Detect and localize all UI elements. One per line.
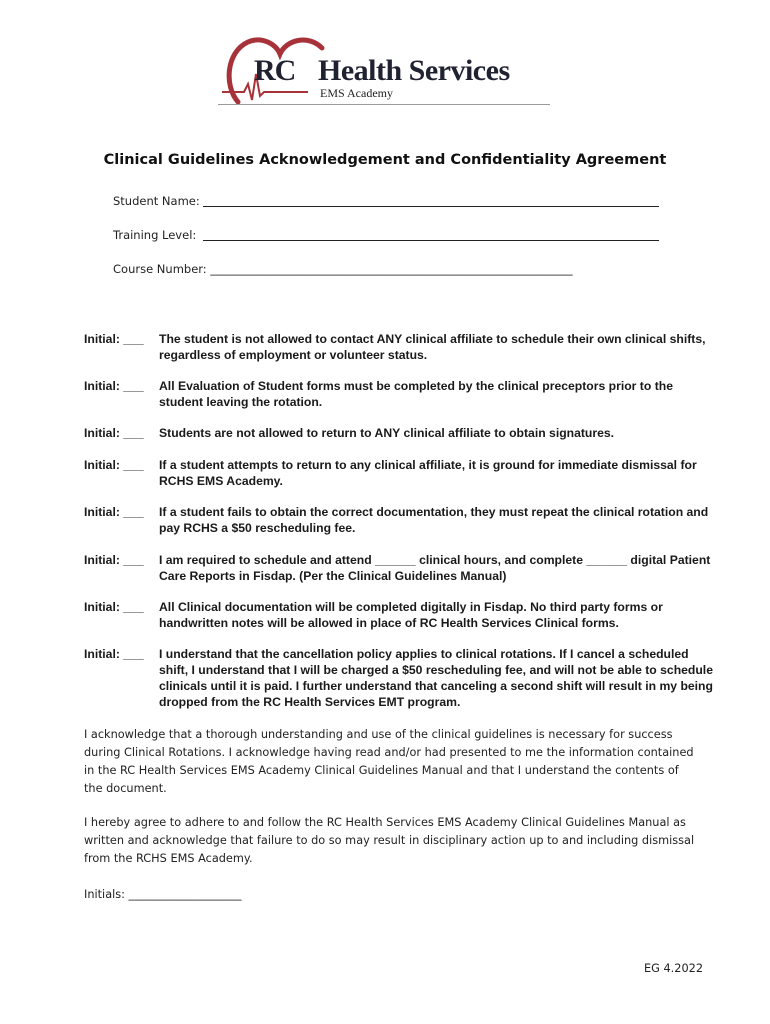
logo-divider <box>218 104 550 105</box>
student-name-field[interactable] <box>113 194 200 208</box>
course-number-field[interactable] <box>113 262 573 276</box>
initial-blank[interactable]: Initial: ___ <box>84 553 144 567</box>
initial-item-text: The student is not allowed to contact ANY clinical affiliate to schedule their own clinical shifts, regardless of employment or volunteer status. <box>159 332 706 362</box>
initial-blank[interactable]: Initial: ___ <box>84 379 144 393</box>
initial-item-text: Students are not allowed to return to ANY clinical affiliate to obtain signatures. <box>159 426 615 440</box>
logo-rc-text: RC <box>254 54 296 87</box>
initial-blank[interactable]: Initial: ___ <box>84 647 144 661</box>
initial-blank[interactable]: Initial: ___ <box>84 426 144 440</box>
course-number-label: Course Number: _______________________________________________________________ <box>113 262 573 276</box>
student-name-label: Student Name: <box>113 194 200 208</box>
initials-signature-line[interactable]: Initials: ____________________ <box>84 888 242 901</box>
training-level-label: Training Level: <box>113 228 197 242</box>
agreement-paragraph: I hereby agree to adhere to and follow the RC Health Services EMS Academy Clinical Guidelines Manual as written and acknowledge that failure to do so may result in disciplinary action up to and including dismissal from the RCHS EMS Academy. <box>84 816 695 865</box>
initial-blank[interactable]: Initial: ___ <box>84 332 144 346</box>
initial-blank[interactable]: Initial: ___ <box>84 600 144 614</box>
initial-item-text: I understand that the cancellation policy applies to clinical rotations. If I cancel a scheduled shift, I understand that I will be charged a $50 rescheduling fee, and will not be able to schedule clinicals until it is paid. I further understand that canceling a second shift will result in my being dropped from the RC Health Services EMT program. <box>159 647 713 709</box>
initial-item-text: If a student fails to obtain the correct documentation, they must repeat the clinical rotation and pay RCHS a $50 rescheduling fee. <box>159 505 709 535</box>
student-name-line <box>203 206 659 207</box>
initial-item-text: All Clinical documentation will be completed digitally in Fisdap. No third party forms or handwritten notes will be allowed in place of RC Health Services Clinical forms. <box>159 600 663 630</box>
initial-item-text: All Evaluation of Student forms must be completed by the clinical preceptors prior to the student leaving the rotation. <box>159 379 673 409</box>
acknowledgement-paragraph: I acknowledge that a thorough understanding and use of the clinical guidelines is necessary for success during Clinical Rotations. I acknowledge having read and/or had presented to me the information contained in the RC Health Services EMS Academy Clinical Guidelines Manual and that I understand the contents of the document. <box>84 728 694 795</box>
training-level-field[interactable] <box>113 228 196 242</box>
training-level-line <box>203 240 659 241</box>
initial-blank[interactable]: Initial: ___ <box>84 458 144 472</box>
initial-item-text: I am required to schedule and attend ______ clinical hours, and complete ______ digital Patient Care Reports in Fisdap. (Per the Clinical Guidelines Manual) <box>159 553 711 583</box>
initial-item-text: If a student attempts to return to any clinical affiliate, it is ground for immediate dismissal for RCHS EMS Academy. <box>159 458 697 488</box>
logo-subtitle: EMS Academy <box>320 86 393 100</box>
initial-blank[interactable]: Initial: ___ <box>84 505 144 519</box>
logo-main-text: Health Services <box>318 54 510 87</box>
document-version: EG 4.2022 <box>644 962 704 975</box>
page-title: Clinical Guidelines Acknowledgement and Confidentiality Agreement <box>103 152 667 168</box>
rc-health-services-logo <box>218 30 554 112</box>
